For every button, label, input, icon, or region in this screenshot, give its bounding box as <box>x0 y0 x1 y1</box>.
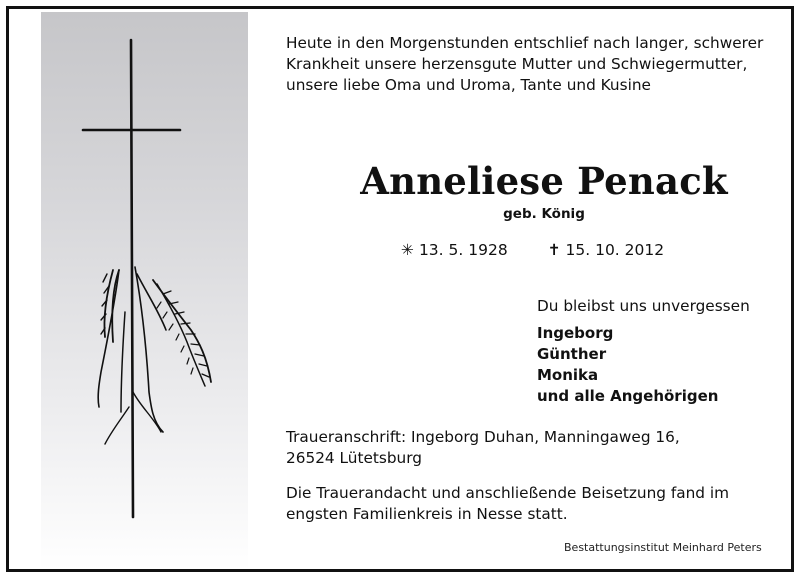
ceremony-text <box>286 483 766 525</box>
birth-date: 13. 5. 1928 <box>418 241 508 259</box>
maiden-name: geb. König <box>503 206 585 222</box>
family-list <box>537 323 718 407</box>
death-cross-icon: ✝ <box>547 241 561 259</box>
birth-star-icon: ✳ <box>401 241 414 259</box>
address-line: Traueranschrift: Ingeborg Duhan, Manningaweg 16, <box>286 428 680 446</box>
cross-with-wheat-icon <box>41 12 248 570</box>
undertaker-credit: Bestattungsinstitut Meinhard Peters <box>564 541 762 554</box>
family-member: und alle Angehörigen <box>537 387 719 405</box>
deceased-name: Anneliese Penack <box>360 159 728 203</box>
family-member: Monika <box>537 366 599 384</box>
intro-text <box>286 33 782 96</box>
obituary-notice <box>6 6 794 572</box>
intro-line: Heute in den Morgenstunden entschlief nach langer, schwerer <box>286 34 764 52</box>
intro-line: Krankheit unsere herzensgute Mutter und Schwiegermutter, <box>286 55 748 73</box>
ceremony-line: Die Trauerandacht und anschließende Beisetzung fand im <box>286 484 730 502</box>
intro-line: unsere liebe Oma und Uroma, Tante und Kusine <box>286 76 651 94</box>
ceremony-line: engsten Familienkreis in Nesse statt. <box>286 505 568 523</box>
family-member: Ingeborg <box>537 324 614 342</box>
address-line: 26524 Lütetsburg <box>286 449 422 467</box>
life-dates <box>401 241 664 259</box>
death-date: 15. 10. 2012 <box>565 241 665 259</box>
closing-line: Du bleibst uns unvergessen <box>537 297 750 315</box>
mourning-address <box>286 427 680 469</box>
family-member: Günther <box>537 345 607 363</box>
